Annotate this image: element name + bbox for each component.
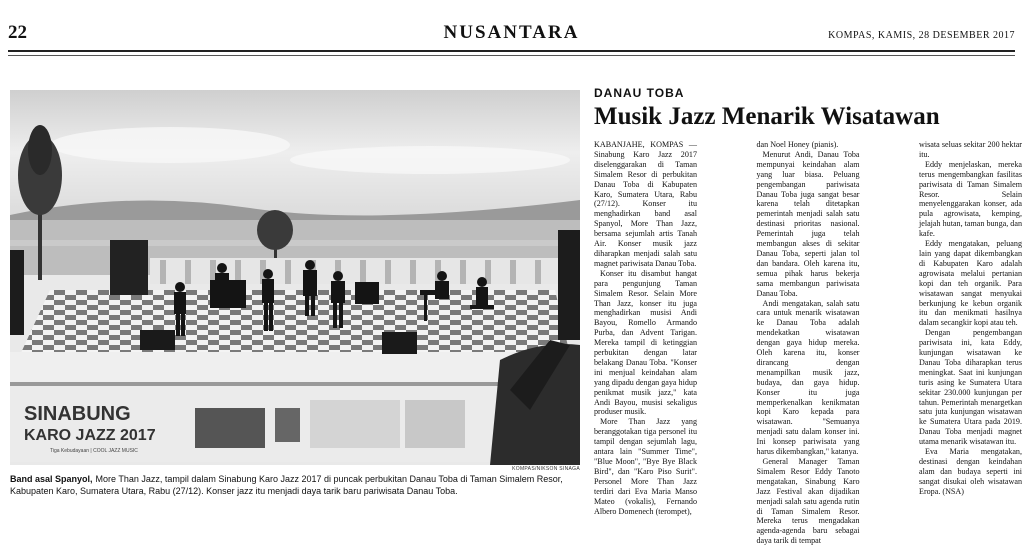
article-column-2 bbox=[756, 140, 860, 546]
photo-credit: KOMPAS/NIKSON SINAGA bbox=[512, 466, 580, 472]
article-headline: Musik Jazz Menarik Wisatawan bbox=[594, 103, 940, 130]
concert-photo-illustration bbox=[10, 90, 580, 465]
paragraph: Eddy mengatakan, peluang lain yang dapat dikembangkan di Kabupaten Karo adalah agrowisata melalui pertanian kopi dan teh organik. Para wisatawan sangat menyukai berkunjung ke kebun organik itu dan menikmati hasilnya dalam secangkir kopi atau teh. bbox=[919, 239, 1022, 328]
dateline: KOMPAS, KAMIS, 28 DESEMBER 2017 bbox=[828, 30, 1015, 41]
article-column-1 bbox=[594, 140, 697, 516]
paragraph: General Manager Taman Simalem Resor Eddy Tanoto mengatakan, Sinabung Karo Jazz Festival akan dijadikan menjadi salah satu agenda rutin di Taman Simalem Resor. Mereka terus mengadakan agenda-agenda baru sebagai daya tarik di tempat bbox=[756, 457, 860, 546]
paragraph: Konser itu disambut hangat para pengunjung Taman Simalem Resor. Selain More Than Jazz, konser itu juga menghadirkan musisi Andi Bayou, Romello Armando Purba, dan Advent Tarigan. Mereka tampil di ketinggian perbukitan dengan latar belakang Danau Toba. "Konser ini menjual keindahan alam yang dipadu dengan gaya hidup penikmat musik jazz," kata Andi Bayou, musisi sekaligus produser musik. bbox=[594, 268, 697, 417]
paragraph: dan Noel Honey (pianis). bbox=[756, 140, 839, 149]
page-number: 22 bbox=[8, 22, 27, 43]
banner-subtitle: Tiga Kebudayaan | COOL JAZZ MUSIC bbox=[50, 448, 138, 454]
paragraph: Eva Maria mengatakan, destinasi dengan keindahan alam dan budaya seperti ini sangat disukai oleh wisatawan Eropa. (NSA) bbox=[919, 447, 1022, 496]
paragraph: More Than Jazz yang beranggotakan tiga personel itu tampil dengan sejumlah lagu, antara lain "Summer Time", "Blue Moon", "Bye Bye Black Bird", dan "Karo Piso Surit". Personel More Than Jazz terdiri dari Eva Maria Manso Mateo (vokalis), Fernando Albero Domenech (terompet), bbox=[594, 417, 697, 516]
paragraph: Menurut Andi, Danau Toba mempunyai keindahan alam yang luar biasa. Peluang pengembangan pariwisata Danau Toba juga sangat besar karena telah ditetapkan pemerintah menjadi salah satu destinasi prioritas nasional. Pemerintah juga telah membangun akses di sekitar Danau Toba, seperti jalan tol dan bandara. Oleh karena itu, semua pihak harus bekerja sama membangun pariwisata Danau Toba. bbox=[756, 149, 860, 298]
article-column-3 bbox=[919, 140, 1022, 502]
photo-caption bbox=[10, 474, 580, 497]
article-kicker: DANAU TOBA bbox=[594, 86, 685, 100]
article-body bbox=[594, 140, 1022, 546]
paragraph: wisata seluas sekitar 200 hektar itu. bbox=[919, 140, 1022, 159]
header-rule-thin bbox=[8, 55, 1015, 56]
paragraph: Eddy menjelaskan, mereka terus mengembangkan fasilitas pariwisata di Taman Simalem Resor. Selain menyelenggarakan konser, ada pula agrowisata, kemping, jelajah hutan, taman bunga, dan kafe. bbox=[919, 159, 1022, 239]
paragraph: KABANJAHE, KOMPAS — Sinabung Karo Jazz 2017 diselenggarakan di Taman Simalem Resor di perbukitan Danau Toba di Kabupaten Karo, Sumatera Utara, Rabu (27/12). Konser itu menghadirkan band asal Spanyol, More Than Jazz, bersama sejumlah artis Tanah Air. Konser musik jazz diharapkan menjadi salah satu magnet pariwisata Danau Toba. bbox=[594, 140, 697, 268]
concert-photo bbox=[10, 90, 580, 465]
banner-title-line1: SINABUNG bbox=[24, 403, 131, 425]
header-rule-thick bbox=[8, 50, 1015, 52]
paragraph: Andi mengatakan, salah satu cara untuk menarik wisatawan ke Danau Toba adalah mendekatkan wisatawan dengan gaya hidup mereka. Oleh karena itu, konser dirancang dengan menampilkan musik jazz, budaya, dan gaya hidup. Konser itu juga memperkenalkan kenikmatan kopi Karo kepada para wisatawan. "Semuanya menjadi satu dalam konser ini. Ini konsep pariwisata yang harus dikembangkan," katanya. bbox=[756, 298, 860, 457]
section-title: NUSANTARA bbox=[443, 22, 580, 43]
speaker-left bbox=[110, 240, 148, 295]
caption-text: More Than Jazz, tampil dalam Sinabung Karo Jazz 2017 di puncak perbukitan Danau Toba di Taman Simalem Resor, Kabupaten Karo, Sumatera Utara, Rabu (27/12). Konser jazz itu menjadi daya tarik baru pariwisata Danau Toba. bbox=[10, 474, 563, 496]
banner-title-line2: KARO JAZZ 2017 bbox=[24, 427, 156, 444]
speaker-right bbox=[558, 230, 580, 340]
caption-lead: Band asal Spanyol, bbox=[10, 474, 93, 484]
paragraph: Dengan pengembangan pariwisata ini, kata Eddy, kunjungan wisatawan ke Danau Toba diharapkan terus meningkat. Saat ini kunjungan turis asing ke Sumatera Utara sekitar 230.000 kunjungan per tahun. Pemerintah menargetkan satu juta kunjungan wisatawan ke Sumatera Utara pada 2019. Danau Toba menjadi magnet utama menarik wisatawan itu. bbox=[919, 328, 1022, 447]
